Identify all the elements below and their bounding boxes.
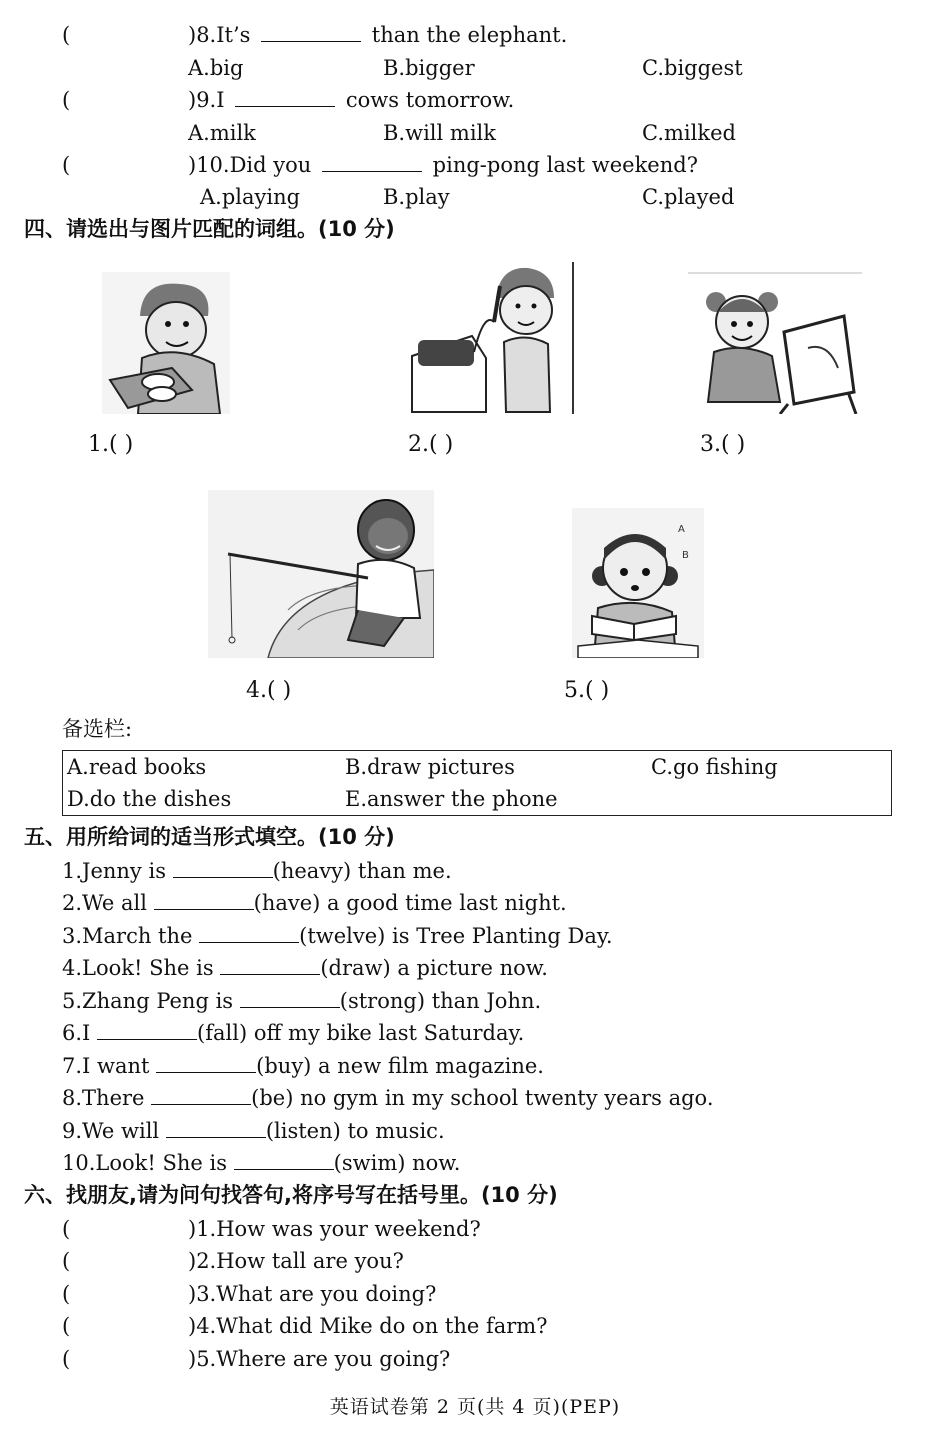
choices-box	[62, 750, 892, 816]
picture-1-label: 1.( )	[88, 432, 134, 457]
answer-blank[interactable]	[240, 989, 340, 1008]
choice-a: A.read books	[67, 755, 207, 779]
mc-question-10: ( )10.Did you ping-pong last weekend?	[62, 153, 698, 177]
answer-paren[interactable]: (	[62, 1314, 71, 1338]
answer-blank[interactable]	[220, 956, 320, 975]
mc-question-8: ( )8.It’s than the elephant.	[62, 23, 568, 47]
answer-blank[interactable]	[261, 23, 361, 42]
picture-3-label: 3.( )	[700, 432, 746, 457]
answer-paren[interactable]: (	[62, 1249, 71, 1273]
answer-paren[interactable]: ( )	[267, 678, 292, 703]
answer-paren[interactable]: (	[62, 1347, 71, 1371]
answer-paren[interactable]: ( )	[429, 432, 454, 457]
boy-washing-dishes-image	[102, 272, 230, 414]
answer-blank[interactable]	[154, 891, 254, 910]
choice-b: B.draw pictures	[345, 755, 515, 779]
answer-paren[interactable]: (	[62, 1282, 71, 1306]
fill-item: 3.March the (twelve) is Tree Planting Day.	[62, 924, 613, 948]
svg-text:A: A	[678, 524, 685, 535]
choice-d: D.do the dishes	[67, 787, 232, 811]
answer-paren[interactable]: ( )	[109, 432, 134, 457]
fill-item: 1.Jenny is (heavy) than me.	[62, 859, 452, 883]
match-question: ( )1.How was your weekend?	[62, 1217, 481, 1241]
choice-c: C.go fishing	[651, 755, 778, 779]
choice-e: E.answer the phone	[345, 787, 558, 811]
mc-option[interactable]: B.will milk	[383, 121, 496, 145]
fill-item: 8.There (be) no gym in my school twenty years ago.	[62, 1086, 714, 1110]
fill-item: 5.Zhang Peng is (strong) than John.	[62, 989, 542, 1013]
picture-do-dishes	[102, 272, 230, 414]
answer-blank[interactable]	[97, 1021, 197, 1040]
fill-item: 4.Look! She is (draw) a picture now.	[62, 956, 548, 980]
mc-option[interactable]: C.played	[642, 185, 735, 209]
choices-title: 备选栏:	[62, 717, 133, 741]
mc-option[interactable]: B.bigger	[383, 56, 475, 80]
match-question: ( )3.What are you doing?	[62, 1282, 437, 1306]
match-question: ( )5.Where are you going?	[62, 1347, 451, 1371]
section-4-title: 四、请选出与图片匹配的词组。(10 分)	[24, 217, 395, 241]
answer-blank[interactable]	[173, 859, 273, 878]
section-5-title: 五、用所给词的适当形式填空。(10 分)	[24, 825, 395, 849]
fill-item: 9.We will (listen) to music.	[62, 1119, 445, 1143]
fill-item: 6.I (fall) off my bike last Saturday.	[62, 1021, 525, 1045]
answer-blank[interactable]	[151, 1086, 251, 1105]
mc-option[interactable]: A.big	[188, 56, 244, 80]
mc-option[interactable]: C.milked	[642, 121, 736, 145]
answer-blank[interactable]	[322, 153, 422, 172]
mc-option[interactable]: A.playing	[200, 185, 301, 209]
page-footer: 英语试卷第 2 页(共 4 页)(PEP)	[329, 1396, 621, 1418]
mc-question-9: ( )9.I cows tomorrow.	[62, 88, 515, 112]
girl-reading-image	[572, 508, 704, 658]
answer-paren[interactable]: ( )	[721, 432, 746, 457]
mc-option[interactable]: C.biggest	[642, 56, 743, 80]
section-6-title: 六、找朋友,请为问句找答句,将序号写在括号里。(10 分)	[24, 1183, 558, 1207]
fill-item: 10.Look! She is (swim) now.	[62, 1151, 461, 1175]
picture-5-label: 5.( )	[564, 678, 610, 703]
mc-option[interactable]: B.play	[383, 185, 450, 209]
answer-blank[interactable]	[234, 1151, 334, 1170]
answer-blank[interactable]	[235, 88, 335, 107]
picture-draw-pictures	[688, 272, 862, 414]
fill-item: 2.We all (have) a good time last night.	[62, 891, 567, 915]
fill-item: 7.I want (buy) a new film magazine.	[62, 1054, 544, 1078]
boy-fishing-image	[208, 490, 434, 658]
picture-2-label: 2.( )	[408, 432, 454, 457]
picture-4-label: 4.( )	[246, 678, 292, 703]
match-question: ( )4.What did Mike do on the farm?	[62, 1314, 548, 1338]
picture-answer-phone	[408, 262, 574, 414]
mc-option[interactable]: A.milk	[188, 121, 256, 145]
picture-read-books	[572, 508, 704, 658]
match-question: ( )2.How tall are you?	[62, 1249, 404, 1273]
answer-paren[interactable]: (	[62, 1217, 71, 1241]
answer-paren[interactable]: ( )	[585, 678, 610, 703]
answer-blank[interactable]	[199, 924, 299, 943]
answer-blank[interactable]	[166, 1119, 266, 1138]
girl-drawing-image	[688, 272, 862, 414]
svg-text:B: B	[682, 550, 689, 561]
boy-phone-image	[408, 262, 574, 414]
answer-blank[interactable]	[156, 1054, 256, 1073]
picture-go-fishing	[208, 490, 434, 658]
